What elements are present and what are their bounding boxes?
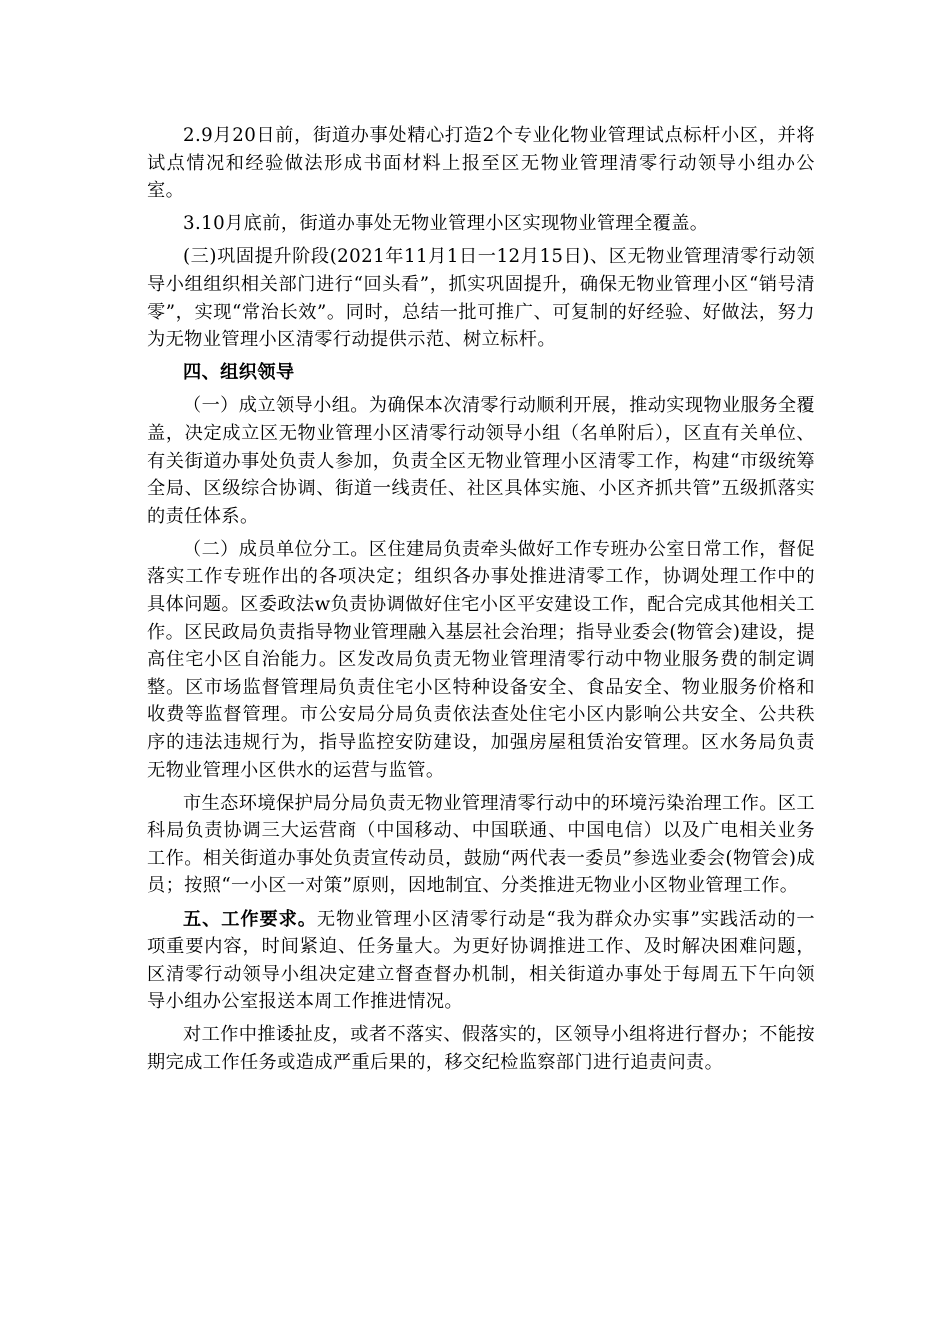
- paragraph-work-requirements: [147, 906, 815, 1016]
- requirements-body: 无物业管理小区清零行动是“我为群众办实事”实践活动的一项重要内容，时间紧迫、任务量大。为更好协调推进工作、及时解决困难问题，区清零行动领导小组决定建立督查督办机制，相关街道办事处于每周五下午向领导小组办公室报送本周工作推进情况。: [147, 908, 815, 1013]
- section-heading-requirements: 五、工作要求。: [183, 908, 317, 930]
- paragraph-environment-bureau: 市生态环境保护局分局负责无物业管理清零行动中的环境污染治理工作。区工科局负责协调三大运营商（中国移动、中国联通、中国电信）以及广电相关业务工作。相关街道办事处负责宣传动员，鼓励“两代表一委员”参选业委会(物管会)成员；按照“一小区一对策”原则，因地制宜、分类推进无物业小区物业管理工作。: [147, 792, 815, 897]
- section-heading-organization: 四、组织领导: [183, 362, 295, 384]
- paragraph-leadership-group: （一）成立领导小组。为确保本次清零行动顺利开展，推动实现物业服务全覆盖，决定成立区无物业管理小区清零行动领导小组（名单附后），区直有关单位、有关街道办事处负责人参加，负责全区无物业管理小区清零工作，构建“市级统筹全局、区级综合协调、街道一线责任、社区具体实施、小区齐抓共管”五级抓落实的责任体系。: [147, 395, 815, 527]
- paragraph-member-division: （二）成员单位分工。区住建局负责牵头做好工作专班办公室日常工作，督促落实工作专班作出的各项决定；组织各办事处推进清零工作，协调处理工作中的具体问题。区委政法w负责协调做好住宅小区平安建设工作，配合完成其他相关工作。区民政局负责指导物业管理融入基层社会治理；指导业委会(物管会)建设，提高住宅小区自治能力。区发改局负责无物业管理清零行动中物业服务费的制定调整。区市场监督管理局负责住宅小区特种设备安全、食品安全、物业服务价格和收费等监督管理。市公安局分局负责依法查处住宅小区内影响公共安全、公共秩序的违法违规行为，指导监控安防建设，加强房屋租赁治安管理。区水务局负责无物业管理小区供水的运营与监管。: [147, 538, 815, 781]
- paragraph-accountability: 对工作中推诿扯皮，或者不落实、假落实的，区领导小组将进行督办；不能按期完成工作任务或造成严重后果的，移交纪检监察部门进行追责问责。: [147, 1024, 815, 1073]
- paragraph-step-3: 3.10月底前，街道办事处无物业管理小区实现物业管理全覆盖。: [183, 213, 709, 235]
- paragraph-step-2: 2.9月20日前，街道办事处精心打造2个专业化物业管理试点标杆小区，并将试点情况和经验做法形成书面材料上报至区无物业管理清零行动领导小组办公室。: [147, 125, 815, 202]
- paragraph-consolidation-phase: (三)巩固提升阶段(2021年11月1日一12月15日)、区无物业管理清零行动领导小组组织相关部门进行“回头看”，抓实巩固提升，确保无物业管理小区“销号清零”，实现“常治长效”。同时，总结一批可推广、可复制的好经验、好做法，努力为无物业管理小区清零行动提供示范、树立标杆。: [147, 246, 815, 351]
- document-body: [147, 122, 815, 1077]
